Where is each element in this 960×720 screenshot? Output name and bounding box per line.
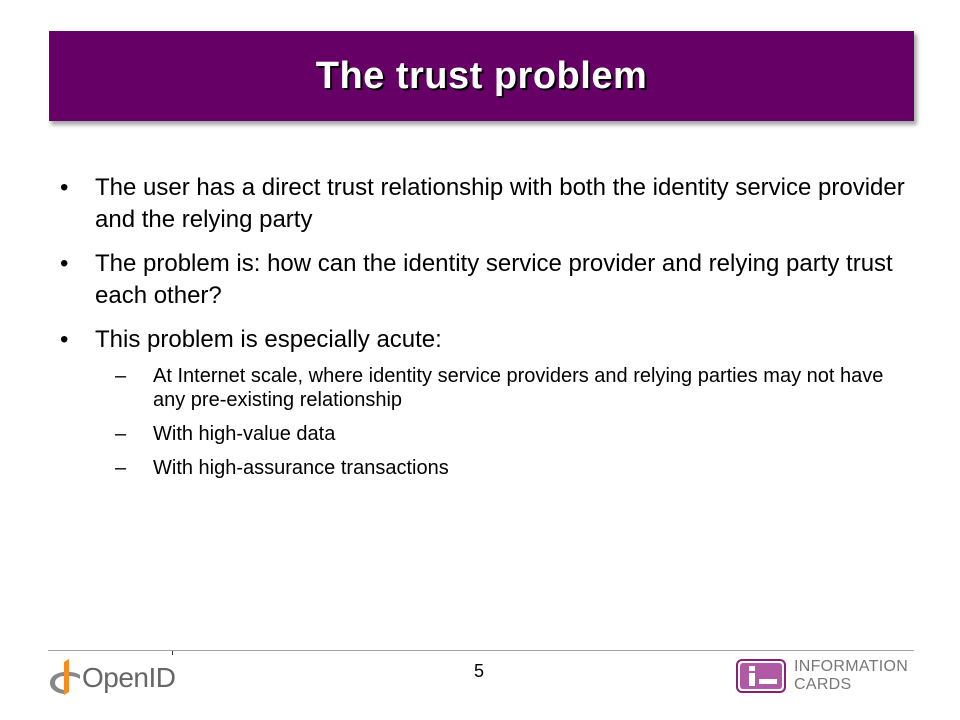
- sub-bullet-item: [115, 364, 910, 412]
- sub-bullet-marker: –: [115, 457, 127, 479]
- sub-bullet-item: [115, 456, 910, 480]
- bullet-text: The user has a direct trust relationship with both the identity service provider and the relying party: [95, 174, 905, 233]
- sub-bullet-text: With high-assurance transactions: [153, 457, 449, 479]
- title-bar: [48, 30, 914, 121]
- bullet-item: [60, 172, 910, 236]
- information-card-icon: [736, 659, 786, 693]
- bullet-text: This problem is especially acute:: [95, 326, 442, 353]
- bullet-list: [60, 172, 910, 490]
- openid-mark-icon: [50, 658, 80, 698]
- sub-bullet-item: [115, 422, 910, 446]
- footer-divider: [48, 650, 914, 651]
- bullet-item: [60, 324, 910, 356]
- bullet-marker: •: [60, 250, 69, 277]
- openid-logo-text: OpenID: [82, 662, 176, 693]
- bullet-marker: •: [60, 174, 69, 201]
- information-cards-logo: [736, 658, 908, 694]
- sub-bullet-text: At Internet scale, where identity service providers and relying parties may not have any pre-existing relationship: [153, 365, 884, 411]
- information-cards-line1: INFORMATION: [794, 658, 909, 675]
- bullet-text: The problem is: how can the identity service provider and relying party trust each other?: [95, 250, 893, 309]
- footer-tick: [172, 651, 173, 655]
- bullet-item: [60, 248, 910, 312]
- sub-bullet-marker: –: [115, 365, 127, 387]
- sub-bullet-text: With high-value data: [153, 423, 336, 445]
- slide-title: The trust problem: [315, 54, 648, 97]
- page-number: 5: [474, 661, 485, 681]
- sub-bullet-marker: –: [115, 423, 127, 445]
- information-cards-text: [794, 658, 908, 694]
- sub-bullet-list: [60, 364, 910, 480]
- openid-logo: [50, 656, 176, 700]
- information-cards-line2: CARDS: [794, 676, 852, 693]
- bullet-marker: •: [60, 326, 69, 353]
